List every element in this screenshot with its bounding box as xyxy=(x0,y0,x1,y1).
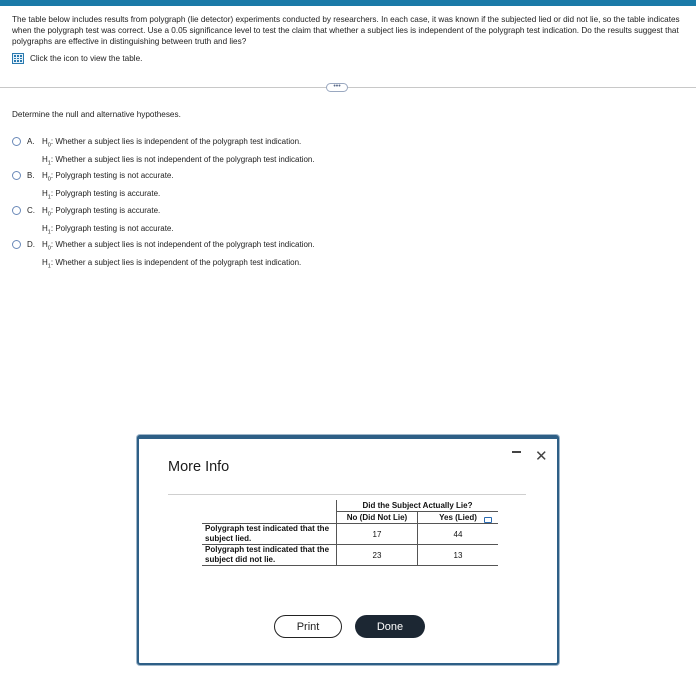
option-b-h1: Polygraph testing is accurate. xyxy=(55,188,161,198)
section-divider xyxy=(0,87,696,88)
dialog-title: More Info xyxy=(168,459,230,475)
view-table-link[interactable] xyxy=(12,53,142,64)
cell-yes: 44 xyxy=(418,524,499,545)
problem-statement: The table below includes results from polygraph (lie detector) experiments conducted by researchers. In each case, it was known if the subjected lied or did not lie, so the table indicates when the polygraph test was correct. Use a 0.05 significance level to test the claim that whether a subject lies is independent of the polygraph test indication. Do the results suggest that polygraphs are effective in distinguishing between truth and lies? xyxy=(12,15,680,46)
option-letter: A. xyxy=(27,137,35,146)
close-icon[interactable]: ✕ xyxy=(535,448,548,465)
option-a-h0: Whether a subject lies is independent of the polygraph test indication. xyxy=(55,137,302,146)
column-header-yes: Yes (Lied) xyxy=(418,512,499,524)
option-letter: D. xyxy=(27,240,35,249)
option-c-h0: Polygraph testing is accurate. xyxy=(55,206,161,215)
copy-icon[interactable] xyxy=(484,517,492,523)
group-header: Did the Subject Actually Lie? xyxy=(337,500,499,512)
dialog-accent-bar xyxy=(139,437,557,439)
table-row xyxy=(202,524,498,545)
cell-no: 23 xyxy=(337,545,418,566)
data-table xyxy=(202,500,498,566)
radio-d[interactable] xyxy=(12,240,21,249)
table-icon[interactable] xyxy=(12,53,24,64)
option-d[interactable]: D. $H_0$: Whether a subject lies is not independent of the polygraph test indication. $H_1$: Whether a subject lies is independent of the polygraph test indication. xyxy=(12,238,315,273)
dialog-divider xyxy=(168,494,526,495)
print-button[interactable]: Print xyxy=(274,615,342,638)
option-c[interactable]: C. $H_0$: Polygraph testing is accurate. $H_1$: Polygraph testing is not accurate. xyxy=(12,204,174,239)
option-a[interactable]: A. $H_0$: Whether a subject lies is independent of the polygraph test indication. $H_1$: Whether a subject lies is not independent of the polygraph test indication. xyxy=(12,135,315,170)
option-letter: C. xyxy=(27,206,35,215)
done-button[interactable]: Done xyxy=(355,615,425,638)
expand-button[interactable]: ••• xyxy=(326,83,348,92)
cell-no: 17 xyxy=(337,524,418,545)
top-accent-bar xyxy=(0,0,696,6)
option-d-h0: Whether a subject lies is not independent of the polygraph test indication. xyxy=(55,240,315,249)
row-label: Polygraph test indicated that the subject lied. xyxy=(202,524,337,545)
more-info-dialog xyxy=(137,435,559,665)
column-header-no: No (Did Not Lie) xyxy=(337,512,418,524)
radio-c[interactable] xyxy=(12,206,21,215)
question-prompt: Determine the null and alternative hypotheses. xyxy=(12,110,181,119)
option-c-h1: Polygraph testing is not accurate. xyxy=(55,223,174,233)
radio-b[interactable] xyxy=(12,171,21,180)
option-a-h1: Whether a subject lies is not independent of the polygraph test indication. xyxy=(55,154,315,164)
table-row xyxy=(202,545,498,566)
option-b[interactable]: B. $H_0$: Polygraph testing is not accurate. $H_1$: Polygraph testing is accurate. xyxy=(12,169,174,204)
minimize-icon[interactable] xyxy=(512,451,521,453)
option-b-h0: Polygraph testing is not accurate. xyxy=(55,171,174,180)
cell-yes: 13 xyxy=(418,545,499,566)
radio-a[interactable] xyxy=(12,137,21,146)
view-table-label: Click the icon to view the table. xyxy=(30,54,143,63)
option-d-h1: Whether a subject lies is independent of the polygraph test indication. xyxy=(55,257,302,267)
row-label: Polygraph test indicated that the subject did not lie. xyxy=(202,545,337,566)
option-letter: B. xyxy=(27,171,35,180)
